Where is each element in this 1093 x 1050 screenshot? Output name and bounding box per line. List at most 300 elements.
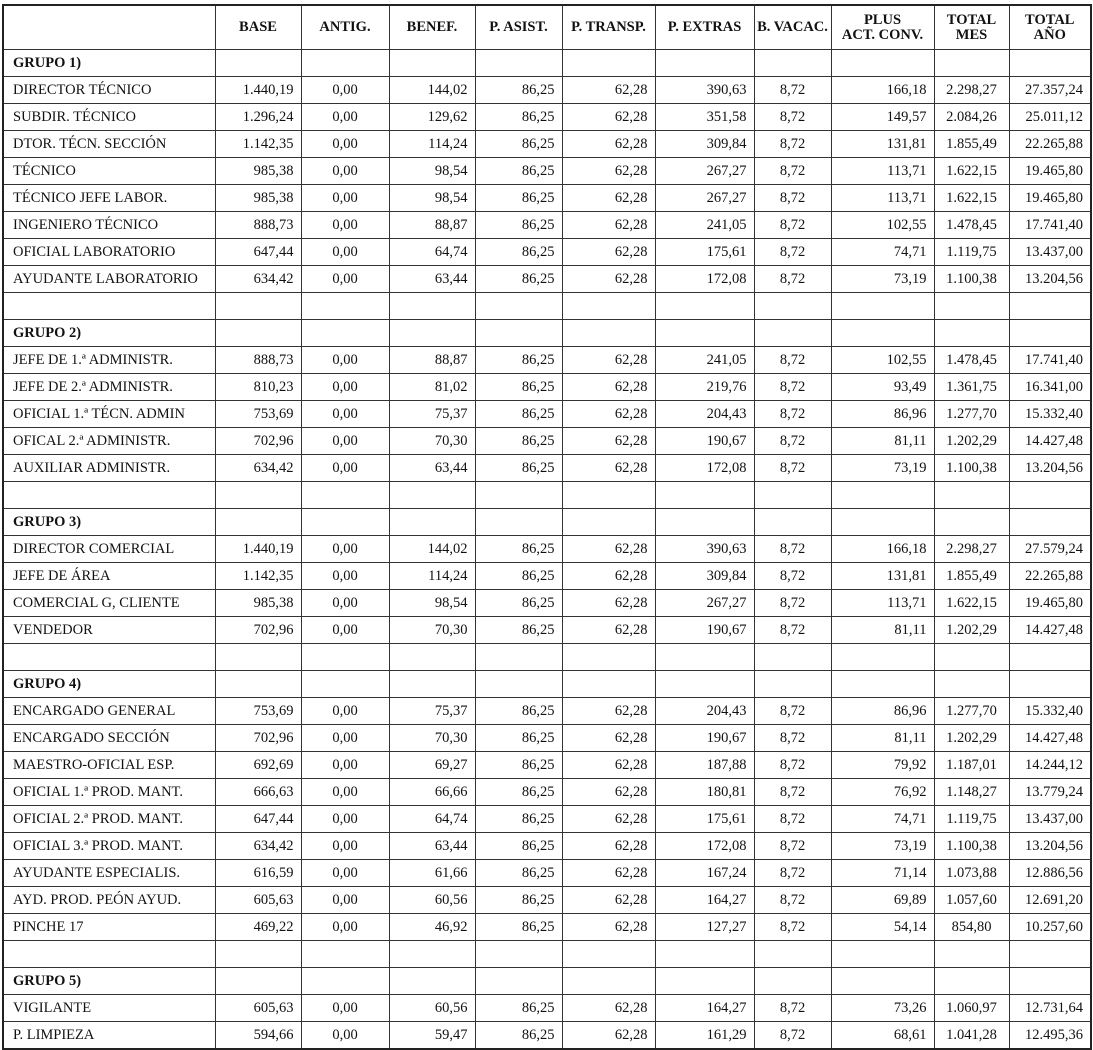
value-cell: 190,67: [655, 725, 754, 752]
value-cell: 76,92: [831, 779, 934, 806]
value-cell: 8,72: [754, 995, 831, 1022]
table-body: [3, 50, 1091, 1050]
value-cell: 86,25: [475, 158, 562, 185]
value-cell: 1.202,29: [934, 428, 1009, 455]
value-cell: 702,96: [215, 428, 301, 455]
value-cell: 86,25: [475, 698, 562, 725]
value-cell: 62,28: [562, 131, 655, 158]
empty-cell: [831, 671, 934, 698]
header-cell: TOTAL MES: [934, 5, 1009, 50]
job-title-cell: P. LIMPIEZA: [3, 1022, 215, 1050]
job-title-cell: ENCARGADO GENERAL: [3, 698, 215, 725]
value-cell: 172,08: [655, 266, 754, 293]
value-cell: 390,63: [655, 77, 754, 104]
value-cell: 634,42: [215, 455, 301, 482]
spacer-row: [3, 293, 1091, 320]
value-cell: 0,00: [301, 725, 389, 752]
value-cell: 0,00: [301, 563, 389, 590]
header-cell: B. VACAC.: [754, 5, 831, 50]
empty-cell: [301, 293, 389, 320]
value-cell: 190,67: [655, 428, 754, 455]
value-cell: 0,00: [301, 806, 389, 833]
header-cell: ANTIG.: [301, 5, 389, 50]
empty-cell: [754, 50, 831, 77]
value-cell: 81,11: [831, 725, 934, 752]
value-cell: 13.779,24: [1009, 779, 1091, 806]
value-cell: 469,22: [215, 914, 301, 941]
value-cell: 12.886,56: [1009, 860, 1091, 887]
empty-cell: [475, 320, 562, 347]
value-cell: 166,18: [831, 536, 934, 563]
empty-cell: [215, 509, 301, 536]
group-heading-row: [3, 968, 1091, 995]
empty-cell: [562, 671, 655, 698]
value-cell: 64,74: [389, 806, 475, 833]
value-cell: 88,87: [389, 212, 475, 239]
value-cell: 70,30: [389, 725, 475, 752]
empty-cell: [1009, 482, 1091, 509]
empty-cell: [215, 482, 301, 509]
group-title: GRUPO 1): [3, 50, 215, 77]
value-cell: 1.296,24: [215, 104, 301, 131]
value-cell: 309,84: [655, 563, 754, 590]
value-cell: 634,42: [215, 266, 301, 293]
value-cell: 27.579,24: [1009, 536, 1091, 563]
job-title-cell: OFICIAL 2.ª PROD. MANT.: [3, 806, 215, 833]
empty-cell: [301, 50, 389, 77]
value-cell: 74,71: [831, 806, 934, 833]
value-cell: 0,00: [301, 833, 389, 860]
value-cell: 204,43: [655, 401, 754, 428]
value-cell: 86,25: [475, 239, 562, 266]
empty-cell: [655, 509, 754, 536]
empty-cell: [3, 941, 215, 968]
value-cell: 1.277,70: [934, 698, 1009, 725]
value-cell: 666,63: [215, 779, 301, 806]
job-title-cell: DIRECTOR TÉCNICO: [3, 77, 215, 104]
value-cell: 69,89: [831, 887, 934, 914]
value-cell: 98,54: [389, 590, 475, 617]
value-cell: 81,11: [831, 428, 934, 455]
value-cell: 0,00: [301, 131, 389, 158]
empty-cell: [562, 482, 655, 509]
value-cell: 605,63: [215, 995, 301, 1022]
value-cell: 8,72: [754, 563, 831, 590]
job-title-cell: AUXILIAR ADMINISTR.: [3, 455, 215, 482]
value-cell: 81,11: [831, 617, 934, 644]
job-title-cell: VENDEDOR: [3, 617, 215, 644]
empty-cell: [754, 320, 831, 347]
table-row: [3, 401, 1091, 428]
empty-cell: [301, 671, 389, 698]
value-cell: 73,26: [831, 995, 934, 1022]
job-title-cell: AYUDANTE LABORATORIO: [3, 266, 215, 293]
value-cell: 0,00: [301, 266, 389, 293]
empty-cell: [475, 941, 562, 968]
empty-cell: [215, 644, 301, 671]
value-cell: 113,71: [831, 158, 934, 185]
value-cell: 1.187,01: [934, 752, 1009, 779]
value-cell: 73,19: [831, 266, 934, 293]
value-cell: 267,27: [655, 158, 754, 185]
value-cell: 54,14: [831, 914, 934, 941]
value-cell: 702,96: [215, 617, 301, 644]
empty-cell: [389, 671, 475, 698]
empty-cell: [475, 644, 562, 671]
value-cell: 131,81: [831, 131, 934, 158]
value-cell: 1.440,19: [215, 536, 301, 563]
value-cell: 0,00: [301, 374, 389, 401]
job-title-cell: SUBDIR. TÉCNICO: [3, 104, 215, 131]
value-cell: 204,43: [655, 698, 754, 725]
value-cell: 144,02: [389, 536, 475, 563]
value-cell: 8,72: [754, 833, 831, 860]
value-cell: 172,08: [655, 455, 754, 482]
value-cell: 175,61: [655, 806, 754, 833]
value-cell: 0,00: [301, 752, 389, 779]
value-cell: 605,63: [215, 887, 301, 914]
value-cell: 1.622,15: [934, 158, 1009, 185]
empty-cell: [655, 320, 754, 347]
empty-cell: [1009, 293, 1091, 320]
job-title-cell: JEFE DE 2.ª ADMINISTR.: [3, 374, 215, 401]
value-cell: 63,44: [389, 833, 475, 860]
value-cell: 63,44: [389, 455, 475, 482]
empty-cell: [831, 509, 934, 536]
value-cell: 8,72: [754, 266, 831, 293]
job-title-cell: COMERCIAL G, CLIENTE: [3, 590, 215, 617]
empty-cell: [934, 671, 1009, 698]
empty-cell: [1009, 644, 1091, 671]
empty-cell: [215, 941, 301, 968]
value-cell: 8,72: [754, 428, 831, 455]
value-cell: 86,25: [475, 131, 562, 158]
value-cell: 8,72: [754, 347, 831, 374]
empty-cell: [1009, 320, 1091, 347]
value-cell: 810,23: [215, 374, 301, 401]
value-cell: 86,25: [475, 860, 562, 887]
value-cell: 647,44: [215, 239, 301, 266]
empty-cell: [655, 671, 754, 698]
value-cell: 62,28: [562, 374, 655, 401]
value-cell: 86,25: [475, 374, 562, 401]
value-cell: 86,25: [475, 77, 562, 104]
job-title-cell: JEFE DE ÁREA: [3, 563, 215, 590]
value-cell: 69,27: [389, 752, 475, 779]
value-cell: 14.427,48: [1009, 617, 1091, 644]
value-cell: 86,25: [475, 914, 562, 941]
value-cell: 13.437,00: [1009, 239, 1091, 266]
value-cell: 12.691,20: [1009, 887, 1091, 914]
empty-cell: [562, 320, 655, 347]
value-cell: 0,00: [301, 428, 389, 455]
value-cell: 1.142,35: [215, 563, 301, 590]
value-cell: 1.855,49: [934, 563, 1009, 590]
empty-cell: [389, 482, 475, 509]
group-title: GRUPO 2): [3, 320, 215, 347]
value-cell: 86,25: [475, 995, 562, 1022]
value-cell: 1.119,75: [934, 239, 1009, 266]
table-row: [3, 779, 1091, 806]
value-cell: 8,72: [754, 158, 831, 185]
value-cell: 1.100,38: [934, 833, 1009, 860]
table-row: [3, 725, 1091, 752]
value-cell: 75,37: [389, 698, 475, 725]
header-row: [3, 5, 1091, 50]
value-cell: 8,72: [754, 725, 831, 752]
value-cell: 70,30: [389, 617, 475, 644]
value-cell: 1.622,15: [934, 185, 1009, 212]
value-cell: 60,56: [389, 887, 475, 914]
table-row: [3, 77, 1091, 104]
value-cell: 753,69: [215, 401, 301, 428]
job-title-cell: DIRECTOR COMERCIAL: [3, 536, 215, 563]
table-row: [3, 860, 1091, 887]
value-cell: 0,00: [301, 914, 389, 941]
value-cell: 8,72: [754, 779, 831, 806]
value-cell: 8,72: [754, 185, 831, 212]
job-title-cell: OFICAL 2.ª ADMINISTR.: [3, 428, 215, 455]
value-cell: 8,72: [754, 806, 831, 833]
job-title-cell: TÉCNICO JEFE LABOR.: [3, 185, 215, 212]
value-cell: 1.855,49: [934, 131, 1009, 158]
value-cell: 86,25: [475, 887, 562, 914]
value-cell: 114,24: [389, 131, 475, 158]
value-cell: 0,00: [301, 995, 389, 1022]
value-cell: 1.148,27: [934, 779, 1009, 806]
spacer-row: [3, 482, 1091, 509]
empty-cell: [655, 50, 754, 77]
job-title-cell: AYUDANTE ESPECIALIS.: [3, 860, 215, 887]
value-cell: 0,00: [301, 77, 389, 104]
value-cell: 888,73: [215, 212, 301, 239]
value-cell: 8,72: [754, 455, 831, 482]
empty-cell: [831, 644, 934, 671]
empty-cell: [934, 941, 1009, 968]
value-cell: 2.298,27: [934, 77, 1009, 104]
empty-cell: [215, 293, 301, 320]
value-cell: 25.011,12: [1009, 104, 1091, 131]
value-cell: 241,05: [655, 347, 754, 374]
value-cell: 8,72: [754, 860, 831, 887]
group-heading-row: [3, 50, 1091, 77]
value-cell: 1.060,97: [934, 995, 1009, 1022]
value-cell: 86,25: [475, 752, 562, 779]
value-cell: 86,25: [475, 104, 562, 131]
value-cell: 19.465,80: [1009, 158, 1091, 185]
empty-cell: [475, 968, 562, 995]
value-cell: 62,28: [562, 698, 655, 725]
value-cell: 594,66: [215, 1022, 301, 1050]
empty-cell: [1009, 941, 1091, 968]
empty-cell: [831, 482, 934, 509]
empty-cell: [389, 509, 475, 536]
value-cell: 86,25: [475, 725, 562, 752]
value-cell: 753,69: [215, 698, 301, 725]
empty-cell: [215, 50, 301, 77]
value-cell: 8,72: [754, 131, 831, 158]
job-title-cell: OFICIAL 1.ª PROD. MANT.: [3, 779, 215, 806]
value-cell: 8,72: [754, 1022, 831, 1050]
value-cell: 19.465,80: [1009, 590, 1091, 617]
empty-cell: [301, 320, 389, 347]
value-cell: 86,25: [475, 347, 562, 374]
value-cell: 219,76: [655, 374, 754, 401]
value-cell: 13.204,56: [1009, 455, 1091, 482]
value-cell: 62,28: [562, 914, 655, 941]
value-cell: 62,28: [562, 401, 655, 428]
value-cell: 149,57: [831, 104, 934, 131]
job-title-cell: DTOR. TÉCN. SECCIÓN: [3, 131, 215, 158]
empty-cell: [655, 941, 754, 968]
value-cell: 0,00: [301, 887, 389, 914]
value-cell: 0,00: [301, 347, 389, 374]
group-title: GRUPO 5): [3, 968, 215, 995]
empty-cell: [655, 968, 754, 995]
value-cell: 8,72: [754, 752, 831, 779]
value-cell: 62,28: [562, 563, 655, 590]
empty-cell: [562, 941, 655, 968]
value-cell: 131,81: [831, 563, 934, 590]
header-cell: TOTAL AÑO: [1009, 5, 1091, 50]
empty-cell: [754, 671, 831, 698]
empty-cell: [475, 50, 562, 77]
value-cell: 8,72: [754, 698, 831, 725]
empty-cell: [754, 644, 831, 671]
empty-cell: [389, 644, 475, 671]
value-cell: 86,25: [475, 428, 562, 455]
value-cell: 0,00: [301, 536, 389, 563]
empty-cell: [562, 293, 655, 320]
value-cell: 62,28: [562, 428, 655, 455]
value-cell: 0,00: [301, 104, 389, 131]
value-cell: 62,28: [562, 455, 655, 482]
empty-cell: [215, 968, 301, 995]
empty-cell: [301, 968, 389, 995]
job-title-cell: JEFE DE 1.ª ADMINISTR.: [3, 347, 215, 374]
value-cell: 19.465,80: [1009, 185, 1091, 212]
value-cell: 70,30: [389, 428, 475, 455]
value-cell: 86,25: [475, 266, 562, 293]
empty-cell: [754, 293, 831, 320]
header-cell: P. ASIST.: [475, 5, 562, 50]
value-cell: 1.119,75: [934, 806, 1009, 833]
empty-cell: [301, 509, 389, 536]
job-title-cell: OFICIAL LABORATORIO: [3, 239, 215, 266]
empty-cell: [215, 671, 301, 698]
value-cell: 390,63: [655, 536, 754, 563]
value-cell: 62,28: [562, 860, 655, 887]
table-row: [3, 914, 1091, 941]
value-cell: 2.298,27: [934, 536, 1009, 563]
value-cell: 8,72: [754, 536, 831, 563]
value-cell: 8,72: [754, 374, 831, 401]
table-row: [3, 347, 1091, 374]
job-title-cell: TÉCNICO: [3, 158, 215, 185]
value-cell: 86,25: [475, 563, 562, 590]
value-cell: 86,25: [475, 401, 562, 428]
value-cell: 180,81: [655, 779, 754, 806]
value-cell: 0,00: [301, 779, 389, 806]
value-cell: 102,55: [831, 212, 934, 239]
header-cell: P. EXTRAS: [655, 5, 754, 50]
value-cell: 61,66: [389, 860, 475, 887]
value-cell: 62,28: [562, 536, 655, 563]
value-cell: 1.478,45: [934, 212, 1009, 239]
value-cell: 1.100,38: [934, 455, 1009, 482]
value-cell: 267,27: [655, 590, 754, 617]
value-cell: 161,29: [655, 1022, 754, 1050]
value-cell: 164,27: [655, 887, 754, 914]
value-cell: 86,25: [475, 779, 562, 806]
value-cell: 62,28: [562, 347, 655, 374]
empty-cell: [655, 293, 754, 320]
value-cell: 8,72: [754, 212, 831, 239]
value-cell: 17.741,40: [1009, 212, 1091, 239]
value-cell: 10.257,60: [1009, 914, 1091, 941]
empty-cell: [1009, 671, 1091, 698]
empty-cell: [301, 941, 389, 968]
value-cell: 74,71: [831, 239, 934, 266]
table-row: [3, 374, 1091, 401]
empty-cell: [389, 941, 475, 968]
value-cell: 113,71: [831, 590, 934, 617]
group-title: GRUPO 3): [3, 509, 215, 536]
value-cell: 62,28: [562, 104, 655, 131]
table-header: [3, 5, 1091, 50]
value-cell: 62,28: [562, 266, 655, 293]
value-cell: 14.244,12: [1009, 752, 1091, 779]
empty-cell: [754, 482, 831, 509]
empty-cell: [475, 293, 562, 320]
value-cell: 0,00: [301, 158, 389, 185]
job-title-cell: OFICIAL 3.ª PROD. MANT.: [3, 833, 215, 860]
value-cell: 98,54: [389, 158, 475, 185]
value-cell: 616,59: [215, 860, 301, 887]
value-cell: 187,88: [655, 752, 754, 779]
table-row: [3, 806, 1091, 833]
value-cell: 86,25: [475, 806, 562, 833]
value-cell: 62,28: [562, 185, 655, 212]
empty-cell: [1009, 509, 1091, 536]
empty-cell: [934, 509, 1009, 536]
value-cell: 86,25: [475, 833, 562, 860]
empty-cell: [215, 320, 301, 347]
empty-cell: [655, 644, 754, 671]
value-cell: 59,47: [389, 1022, 475, 1050]
empty-cell: [1009, 968, 1091, 995]
value-cell: 46,92: [389, 914, 475, 941]
group-heading-row: [3, 671, 1091, 698]
empty-cell: [389, 293, 475, 320]
value-cell: 62,28: [562, 752, 655, 779]
empty-cell: [389, 320, 475, 347]
empty-cell: [754, 509, 831, 536]
value-cell: 62,28: [562, 725, 655, 752]
value-cell: 62,28: [562, 617, 655, 644]
value-cell: 13.437,00: [1009, 806, 1091, 833]
value-cell: 8,72: [754, 77, 831, 104]
value-cell: 79,92: [831, 752, 934, 779]
value-cell: 8,72: [754, 590, 831, 617]
value-cell: 8,72: [754, 104, 831, 131]
job-title-cell: INGENIERO TÉCNICO: [3, 212, 215, 239]
value-cell: 98,54: [389, 185, 475, 212]
empty-cell: [562, 509, 655, 536]
value-cell: 127,27: [655, 914, 754, 941]
value-cell: 62,28: [562, 887, 655, 914]
salary-table: [2, 4, 1092, 1050]
